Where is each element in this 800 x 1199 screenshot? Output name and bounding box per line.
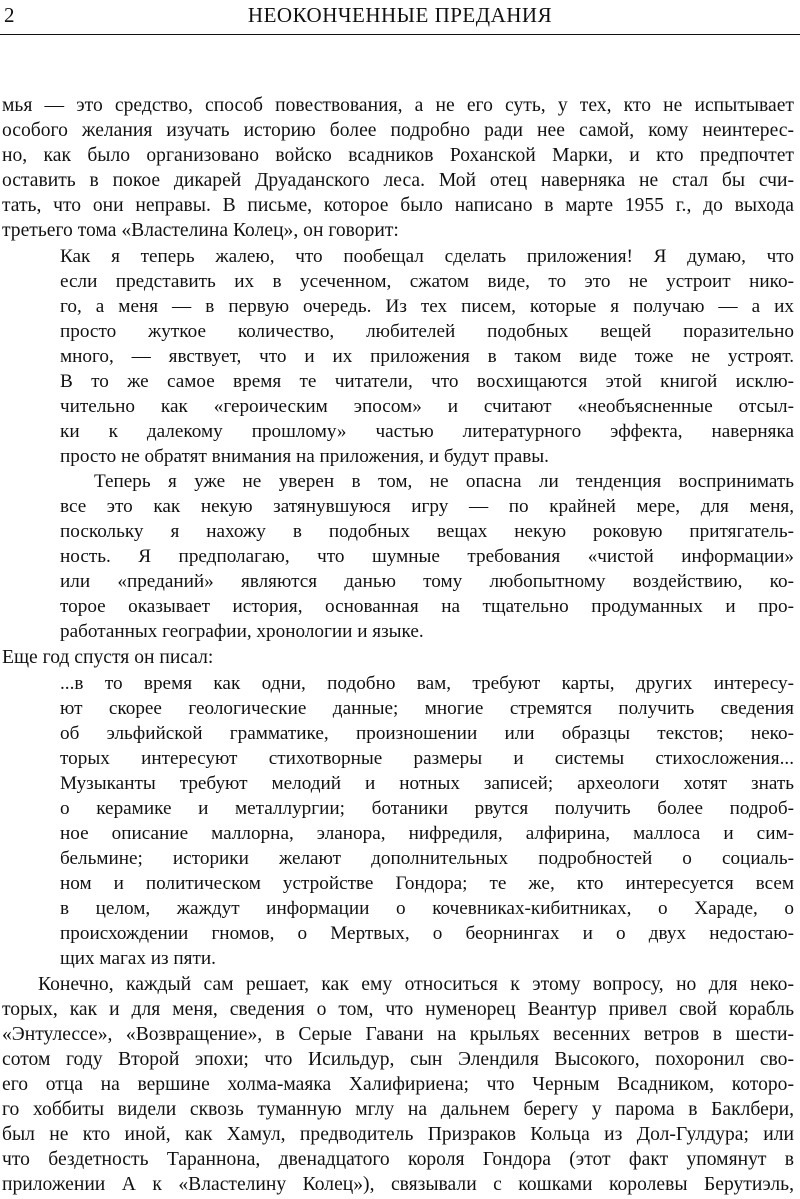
text-line: что бездетность Тараннона, двенадцатого короля Гондора (этот факт упомянут в [2, 1149, 794, 1170]
running-title: НЕОКОНЧЕННЫЕ ПРЕДАНИЯ [247, 3, 553, 27]
quote-line: Как я теперь жалею, что пообещал сделать приложения! Я думаю, что [60, 246, 794, 267]
text-line: мья — это средство, способ повествования, а не его суть, у тех, кто не испытывает [2, 95, 794, 116]
quote-line: бельмине; историки желают дополнительных подробностей о социаль- [60, 848, 794, 869]
text-line: Еще год спустя он писал: [2, 647, 214, 668]
quote-line: ное описание маллорна, эланора, нифредиля, алфирина, маллоса и сим- [60, 823, 794, 844]
page-number: 2 [4, 3, 15, 27]
quote-line: о керамике и металлургии; ботаники рвутся получить более подроб- [60, 798, 794, 819]
quote-line: об эльфийской грамматике, произношении или образцы текстов; неко- [60, 723, 794, 744]
quote-line: много, — явствует, что и их приложения в таком виде тоже не устроят. [60, 346, 794, 367]
quote-line: ют скорее геологические данные; многие стремятся получить сведения [60, 698, 794, 719]
text-line: особого желания изучать историю более подробно ради нее самой, кому неинтерес- [2, 120, 794, 141]
quote-line: ном и политическом устройстве Гондора; те же, кто интересуется всем [60, 873, 794, 894]
text-line: был не кто иной, как Хамул, предводитель Призраков Кольца из Дол-Гулдура; или [2, 1124, 794, 1145]
text-line: его отца на вершине холма-маяка Халифириена; что Черным Всадником, которо- [2, 1074, 794, 1095]
quote-line: щих магах из пяти. [60, 948, 216, 969]
text-line: торых, как и для меня, сведения о том, что нуменорец Веантур привел свой корабль [2, 999, 794, 1020]
quote-line: поскольку я нахожу в подобных вещах некую роковую притягатель- [60, 521, 794, 542]
quote-line: ки к далекому прошлому» частью литературного эффекта, наверняка [60, 421, 794, 442]
quote-line: в целом, жаждут информации о кочевниках-кибитниках, о Хараде, о [60, 898, 794, 919]
quote-line: если представить их в усеченном, сжатом виде, то это не устроит нико- [60, 271, 794, 292]
quote-line: работанных географии, хронологии и языке. [60, 621, 424, 642]
text-line: приложении А к «Властелину Колец»), связывали с кошками королевы Берутиэль, [2, 1174, 794, 1195]
text-line: сотом году Второй эпохи; что Исильдур, сын Элендиля Высокого, похоронил сво- [2, 1049, 794, 1070]
page-header [0, 0, 800, 35]
text-line: третьего тома «Властелина Колец», он говорит: [2, 220, 399, 241]
quote-line: ...в то время как одни, подобно вам, требуют карты, других интересу- [60, 673, 794, 694]
quote-line: го, а меня — в первую очередь. Из тех писем, которые я получаю — а их [60, 296, 794, 317]
quote-line: все это как некую затянувшуюся игру — по крайней мере, для меня, [60, 496, 794, 517]
quote-line: происхождении гномов, о Мертвых, о беорнингах и о двух недостаю- [60, 923, 794, 944]
text-line: тать, что они неправы. В письме, которое было написано в марте 1955 г., до выхода [2, 195, 794, 216]
quote-line: Теперь я уже не уверен в том, не опасна ли тенденция воспринимать [94, 471, 794, 492]
quote-line: торых интересуют стихотворные размеры и системы стихосложения... [60, 748, 794, 769]
text-line: го хоббиты видели сквозь туманную мглу на дальнем берегу у парома в Баклбери, [2, 1099, 794, 1120]
text-line: но, как было организовано войско всадников Роханской Марки, и кто предпочтет [2, 145, 794, 166]
quote-line: торое оказывает история, основанная на тщательно продуманных и про- [60, 596, 794, 617]
quote-line: просто не обратят внимания на приложения, и будут правы. [60, 446, 549, 467]
quote-line: ность. Я предполагаю, что шумные требования «чистой информации» [60, 546, 794, 567]
quote-line: чительно как «героическим эпосом» и считают «необъясненные отсыл- [60, 396, 794, 417]
text-line: оставить в покое дикарей Друаданского леса. Мой отец наверняка не стал бы счи- [2, 170, 794, 191]
text-line: Конечно, каждый сам решает, как ему относиться к этому вопросу, но для неко- [38, 974, 794, 995]
quote-line: просто жуткое количество, любителей подобных вещей поразительно [60, 321, 794, 342]
quote-line: В то же самое время те читатели, что восхищаются этой книгой исклю- [60, 371, 794, 392]
quote-line: или «преданий» являются данью тому любопытному воздействию, ко- [60, 571, 794, 592]
quote-line: Музыканты требуют мелодий и нотных записей; археологи хотят знать [60, 773, 794, 794]
text-line: «Энтулессе», «Возвращение», в Серые Гавани на крыльях весенних ветров в шести- [2, 1024, 794, 1045]
